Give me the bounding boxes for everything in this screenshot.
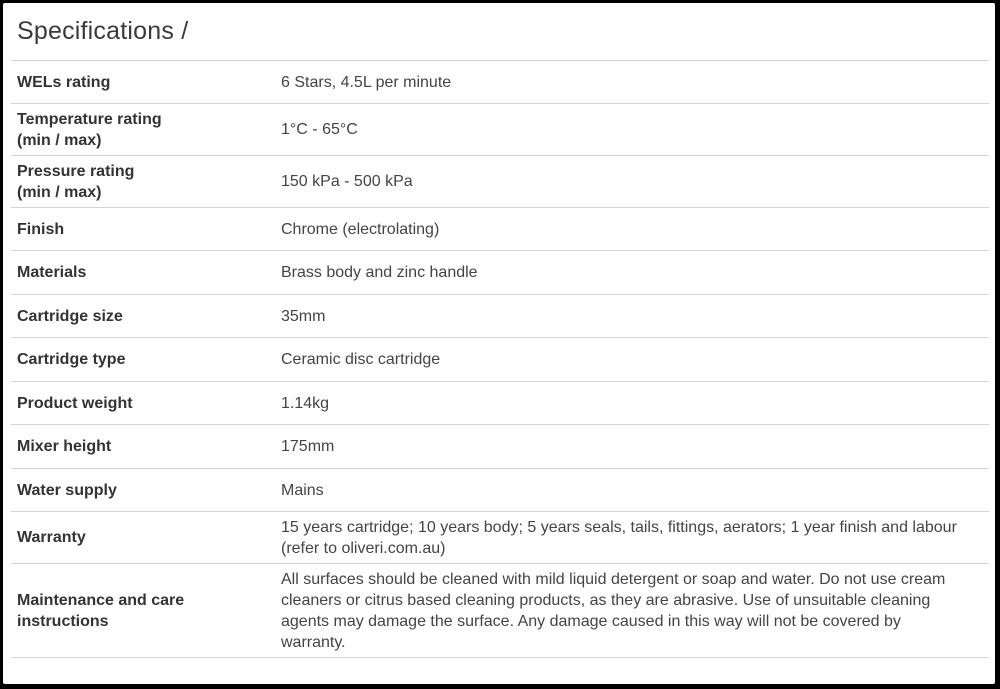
spec-label bbox=[11, 104, 273, 156]
spec-row-water-supply bbox=[11, 469, 989, 512]
spec-row-temperature-rating bbox=[11, 104, 989, 156]
page-title: Specifications / bbox=[17, 17, 189, 45]
specifications-panel bbox=[3, 3, 995, 684]
spec-label: Water supply bbox=[17, 481, 117, 499]
spec-value: All surfaces should be cleaned with mild liquid detergent or soap and water. Do not use cream cleaners or citrus based cleaning products, as they are abrasive. Use of unsuitable cleaning agents may damage the surface. Any damage caused in this way will not be covered by warranty. bbox=[281, 570, 946, 651]
spec-row-mixer-height bbox=[11, 425, 989, 469]
spec-row-product-weight bbox=[11, 382, 989, 425]
spec-label bbox=[11, 156, 273, 208]
spec-label-text: Temperature rating (min / max) bbox=[17, 110, 162, 149]
spec-label: Finish bbox=[17, 220, 65, 238]
spec-label-text: Pressure rating (min / max) bbox=[17, 162, 135, 201]
spec-row-cartridge-type bbox=[11, 338, 989, 382]
spec-label: Mixer height bbox=[17, 438, 112, 455]
spec-value: 1°C - 65°C bbox=[281, 121, 358, 138]
spec-label: Warranty bbox=[17, 529, 86, 546]
spec-label: Materials bbox=[17, 264, 87, 281]
spec-value: 150 kPa - 500 kPa bbox=[281, 173, 413, 190]
spec-label: Maintenance and care instructions bbox=[17, 591, 185, 630]
spec-row-maintenance bbox=[11, 564, 989, 658]
spec-row-warranty bbox=[11, 512, 989, 564]
spec-value: 15 years cartridge; 10 years body; 5 years seals, tails, fittings, aerators; 1 year finish and labour (refer to oliveri.com.au) bbox=[281, 518, 957, 557]
spec-row-pressure-rating bbox=[11, 156, 989, 208]
spec-label: WELs rating bbox=[17, 73, 111, 91]
spec-value: 175mm bbox=[281, 438, 335, 455]
spec-value: Ceramic disc cartridge bbox=[281, 351, 441, 368]
spec-row-materials bbox=[11, 251, 989, 295]
spec-label: Cartridge type bbox=[17, 351, 126, 368]
spec-label: Cartridge size bbox=[17, 307, 123, 325]
specifications-table bbox=[11, 60, 989, 658]
spec-value: Brass body and zinc handle bbox=[281, 264, 478, 281]
spec-label: Product weight bbox=[17, 394, 133, 412]
spec-row-cartridge-size bbox=[11, 295, 989, 338]
spec-value: Chrome (electrolating) bbox=[281, 220, 440, 238]
spec-row-wels-rating bbox=[11, 61, 989, 104]
spec-value: 6 Stars, 4.5L per minute bbox=[281, 73, 452, 91]
spec-row-finish bbox=[11, 208, 989, 251]
spec-value: 35mm bbox=[281, 307, 326, 325]
spec-value: Mains bbox=[281, 481, 324, 499]
spec-value: 1.14kg bbox=[281, 394, 330, 412]
